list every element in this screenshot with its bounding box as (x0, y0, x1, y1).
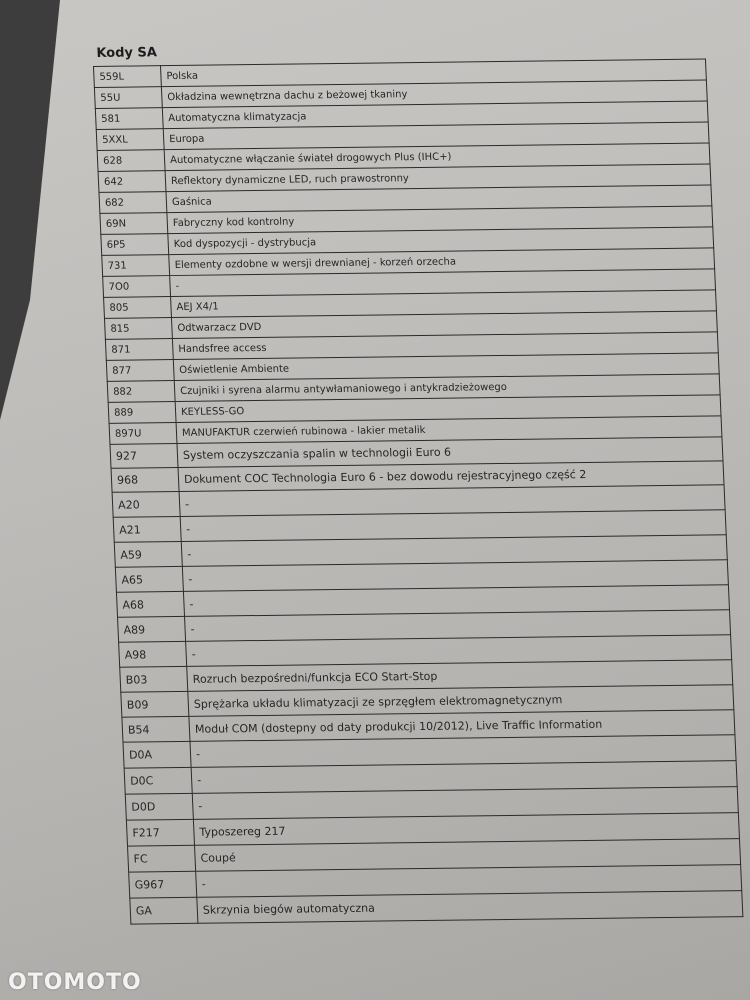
description-cell: Moduł COM (dostepny od daty produkcji 10/2012), Live Traffic Information (189, 710, 735, 742)
description-cell: - (186, 635, 732, 667)
code-cell: 805 (104, 297, 172, 319)
code-cell: 897U (109, 423, 177, 445)
code-cell: D0C (124, 767, 192, 794)
description-cell: - (185, 610, 731, 642)
description-cell: Polska (160, 59, 706, 87)
code-cell: GA (130, 897, 198, 924)
code-cell: B54 (122, 716, 190, 742)
code-cell: A21 (113, 516, 181, 542)
code-cell: 628 (97, 150, 165, 172)
code-cell: D0D (125, 793, 193, 820)
code-cell: A89 (118, 616, 186, 642)
description-cell: System oczyszczania spalin w technologii Euro 6 (177, 437, 723, 468)
description-cell: - (190, 735, 736, 768)
description-cell: Handsfree access (172, 332, 718, 360)
description-cell: KEYLESS-GO (175, 395, 721, 423)
description-cell: Kod dyspozycji - dystrybucja (168, 227, 714, 255)
code-cell: 5XXL (96, 129, 164, 151)
code-cell: 7O0 (103, 276, 171, 298)
description-cell: Odtwarzacz DVD (171, 311, 717, 339)
code-cell: F217 (126, 819, 194, 846)
description-cell: Reflektory dynamiczne LED, ruch prawostronny (165, 164, 711, 192)
description-cell: MANUFAKTUR czerwień rubinowa - lakier metalik (176, 416, 722, 444)
description-cell: - (180, 510, 726, 542)
description-cell: Coupé (195, 839, 741, 872)
description-cell: Automatyczne włączanie świateł drogowych Plus (IHC+) (164, 143, 710, 171)
code-cell: FC (128, 845, 196, 872)
code-cell: 882 (107, 381, 175, 403)
description-cell: - (183, 585, 729, 617)
code-cell: 682 (99, 192, 167, 214)
description-cell: Automatyczna klimatyzacja (162, 101, 708, 129)
description-cell: - (192, 787, 738, 820)
code-cell: B03 (120, 666, 188, 692)
description-cell: Fabryczny kod kontrolny (167, 206, 713, 234)
code-cell: 877 (106, 360, 174, 382)
code-cell: A59 (114, 541, 182, 567)
table-body (93, 59, 742, 924)
code-cell: A98 (119, 641, 187, 667)
code-cell: 871 (105, 339, 173, 361)
code-cell: 889 (108, 402, 176, 424)
description-cell: Sprężarka układu klimatyzacji ze sprzęgłem elektromagnetycznym (188, 685, 734, 717)
description-cell: - (181, 535, 727, 567)
document-title: Kody SA (96, 45, 158, 61)
description-cell: - (191, 761, 737, 794)
code-cell: 581 (95, 108, 163, 130)
description-cell: Skrzynia biegów automatyczna (197, 891, 743, 924)
code-cell: G967 (129, 871, 197, 898)
sa-codes-table (93, 59, 743, 925)
description-cell: AEJ X4/1 (171, 290, 717, 318)
code-cell: 559L (93, 66, 161, 88)
code-cell: 927 (110, 443, 178, 468)
description-cell: - (170, 269, 716, 297)
code-cell: 731 (102, 255, 170, 277)
code-cell: 815 (104, 318, 172, 340)
description-cell: Typoszereg 217 (193, 813, 739, 846)
code-cell: A20 (112, 491, 180, 517)
description-cell: - (179, 485, 725, 517)
code-cell: 642 (98, 171, 166, 193)
description-cell: Gaśnica (166, 185, 712, 213)
code-cell: A65 (115, 566, 183, 592)
description-cell: Dokument COC Technologia Euro 6 - bez dowodu rejestracyjnego część 2 (178, 461, 724, 492)
description-cell: Okładzina wewnętrzna dachu z beżowej tkaniny (161, 80, 707, 108)
code-cell: D0A (123, 741, 191, 768)
code-cell: 55U (94, 87, 162, 109)
description-cell: - (182, 560, 728, 592)
description-cell: Rozruch bezpośredni/funkcja ECO Start-Stop (187, 660, 733, 692)
code-cell: 6P5 (101, 234, 169, 256)
code-cell: B09 (121, 691, 189, 717)
description-cell: Elementy ozdobne w wersji drewnianej - korzeń orzecha (169, 248, 715, 276)
code-cell: 69N (100, 213, 168, 235)
description-cell: Europa (163, 122, 709, 150)
code-cell: A68 (116, 591, 184, 617)
otomoto-watermark: OTOMOTO (8, 970, 142, 995)
description-cell: - (196, 865, 742, 898)
description-cell: Oświetlenie Ambiente (173, 353, 719, 381)
code-cell: 968 (111, 467, 179, 492)
description-cell: Czujniki i syrena alarmu antywłamaniowego i antykradzieżowego (174, 374, 720, 402)
document-sheet (92, 37, 732, 962)
